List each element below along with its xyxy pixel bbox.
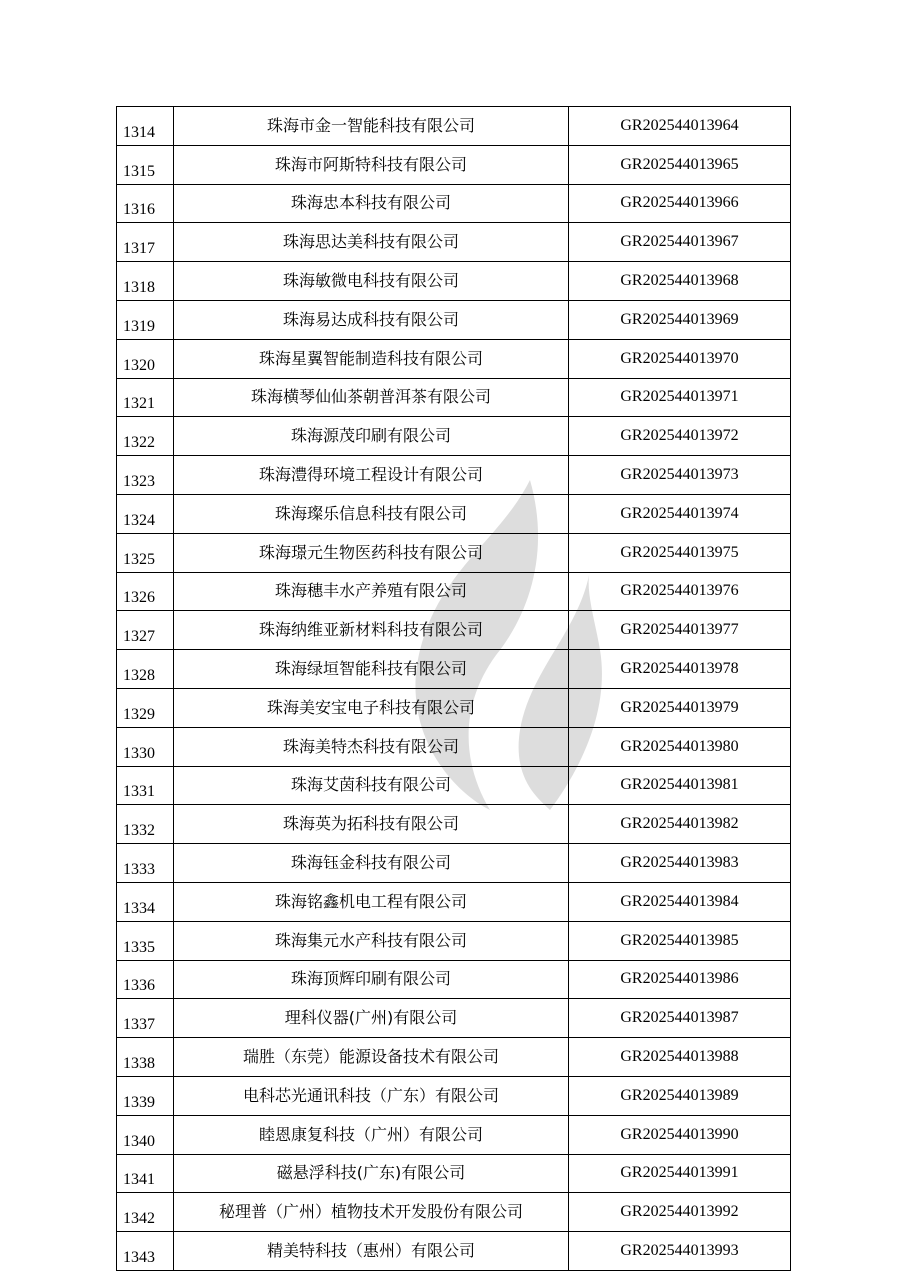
company-name: 秘理普（广州）植物技术开发股份有限公司 bbox=[174, 1193, 569, 1232]
row-number: 1321 bbox=[117, 378, 174, 417]
company-name: 珠海易达成科技有限公司 bbox=[174, 300, 569, 339]
row-number: 1330 bbox=[117, 727, 174, 766]
certificate-number: GR202544013972 bbox=[569, 417, 791, 456]
table-row bbox=[117, 145, 791, 184]
table-row bbox=[117, 1193, 791, 1232]
row-number: 1322 bbox=[117, 417, 174, 456]
company-name: 珠海穗丰水产养殖有限公司 bbox=[174, 572, 569, 611]
table-row bbox=[117, 611, 791, 650]
table-row bbox=[117, 844, 791, 883]
row-number: 1316 bbox=[117, 184, 174, 223]
row-number: 1341 bbox=[117, 1154, 174, 1193]
row-number: 1319 bbox=[117, 300, 174, 339]
table-row bbox=[117, 1076, 791, 1115]
company-name: 理科仪器(广州)有限公司 bbox=[174, 999, 569, 1038]
table-row bbox=[117, 262, 791, 301]
row-number: 1342 bbox=[117, 1193, 174, 1232]
certificate-number: GR202544013984 bbox=[569, 882, 791, 921]
company-name: 瑞胜（东莞）能源设备技术有限公司 bbox=[174, 1038, 569, 1077]
company-name: 精美特科技（惠州）有限公司 bbox=[174, 1232, 569, 1271]
company-name: 珠海市阿斯特科技有限公司 bbox=[174, 145, 569, 184]
row-number: 1318 bbox=[117, 262, 174, 301]
table-row bbox=[117, 223, 791, 262]
certificate-number: GR202544013990 bbox=[569, 1115, 791, 1154]
certificate-number: GR202544013981 bbox=[569, 766, 791, 805]
company-list-body bbox=[117, 107, 791, 1271]
table-row bbox=[117, 882, 791, 921]
row-number: 1315 bbox=[117, 145, 174, 184]
certificate-number: GR202544013985 bbox=[569, 921, 791, 960]
row-number: 1340 bbox=[117, 1115, 174, 1154]
table-row bbox=[117, 533, 791, 572]
table-row bbox=[117, 456, 791, 495]
company-name: 珠海集元水产科技有限公司 bbox=[174, 921, 569, 960]
certificate-number: GR202544013975 bbox=[569, 533, 791, 572]
company-name: 电科芯光通讯科技（广东）有限公司 bbox=[174, 1076, 569, 1115]
company-name: 珠海敏微电科技有限公司 bbox=[174, 262, 569, 301]
certificate-number: GR202544013970 bbox=[569, 339, 791, 378]
certificate-number: GR202544013967 bbox=[569, 223, 791, 262]
row-number: 1332 bbox=[117, 805, 174, 844]
row-number: 1320 bbox=[117, 339, 174, 378]
row-number: 1328 bbox=[117, 650, 174, 689]
table-row bbox=[117, 572, 791, 611]
certificate-number: GR202544013987 bbox=[569, 999, 791, 1038]
certificate-number: GR202544013965 bbox=[569, 145, 791, 184]
company-name: 磁悬浮科技(广东)有限公司 bbox=[174, 1154, 569, 1193]
company-name: 珠海钰金科技有限公司 bbox=[174, 844, 569, 883]
company-name: 珠海璟元生物医药科技有限公司 bbox=[174, 533, 569, 572]
company-name: 珠海绿垣智能科技有限公司 bbox=[174, 650, 569, 689]
row-number: 1339 bbox=[117, 1076, 174, 1115]
certificate-number: GR202544013969 bbox=[569, 300, 791, 339]
table-row bbox=[117, 378, 791, 417]
table-row bbox=[117, 494, 791, 533]
company-name: 珠海横琴仙仙茶朝普洱茶有限公司 bbox=[174, 378, 569, 417]
company-name: 珠海源茂印刷有限公司 bbox=[174, 417, 569, 456]
table-row bbox=[117, 999, 791, 1038]
certificate-number: GR202544013977 bbox=[569, 611, 791, 650]
row-number: 1329 bbox=[117, 688, 174, 727]
company-name: 珠海市金一智能科技有限公司 bbox=[174, 107, 569, 146]
row-number: 1338 bbox=[117, 1038, 174, 1077]
table-row bbox=[117, 1232, 791, 1271]
company-name: 珠海铭鑫机电工程有限公司 bbox=[174, 882, 569, 921]
certificate-number: GR202544013983 bbox=[569, 844, 791, 883]
certificate-number: GR202544013966 bbox=[569, 184, 791, 223]
table-row bbox=[117, 107, 791, 146]
certificate-number: GR202544013974 bbox=[569, 494, 791, 533]
company-name: 珠海思达美科技有限公司 bbox=[174, 223, 569, 262]
row-number: 1337 bbox=[117, 999, 174, 1038]
certificate-number: GR202544013989 bbox=[569, 1076, 791, 1115]
row-number: 1323 bbox=[117, 456, 174, 495]
company-name: 珠海澧得环境工程设计有限公司 bbox=[174, 456, 569, 495]
company-name: 睦恩康复科技（广州）有限公司 bbox=[174, 1115, 569, 1154]
table-row bbox=[117, 960, 791, 999]
row-number: 1333 bbox=[117, 844, 174, 883]
certificate-number: GR202544013976 bbox=[569, 572, 791, 611]
row-number: 1336 bbox=[117, 960, 174, 999]
table-row bbox=[117, 1154, 791, 1193]
company-name: 珠海纳维亚新材料科技有限公司 bbox=[174, 611, 569, 650]
table-row bbox=[117, 727, 791, 766]
certificate-number: GR202544013979 bbox=[569, 688, 791, 727]
company-name: 珠海忠本科技有限公司 bbox=[174, 184, 569, 223]
company-name: 珠海英为拓科技有限公司 bbox=[174, 805, 569, 844]
row-number: 1331 bbox=[117, 766, 174, 805]
table-row bbox=[117, 417, 791, 456]
certificate-number: GR202544013992 bbox=[569, 1193, 791, 1232]
company-name: 珠海星翼智能制造科技有限公司 bbox=[174, 339, 569, 378]
row-number: 1317 bbox=[117, 223, 174, 262]
row-number: 1343 bbox=[117, 1232, 174, 1271]
certificate-number: GR202544013964 bbox=[569, 107, 791, 146]
table-row bbox=[117, 184, 791, 223]
table-row bbox=[117, 300, 791, 339]
row-number: 1334 bbox=[117, 882, 174, 921]
company-name: 珠海璨乐信息科技有限公司 bbox=[174, 494, 569, 533]
certificate-number: GR202544013991 bbox=[569, 1154, 791, 1193]
table-row bbox=[117, 1038, 791, 1077]
row-number: 1335 bbox=[117, 921, 174, 960]
table-row bbox=[117, 339, 791, 378]
row-number: 1314 bbox=[117, 107, 174, 146]
certificate-number: GR202544013973 bbox=[569, 456, 791, 495]
table-row bbox=[117, 921, 791, 960]
row-number: 1324 bbox=[117, 494, 174, 533]
row-number: 1326 bbox=[117, 572, 174, 611]
certificate-number: GR202544013982 bbox=[569, 805, 791, 844]
certificate-number: GR202544013968 bbox=[569, 262, 791, 301]
certificate-number: GR202544013980 bbox=[569, 727, 791, 766]
row-number: 1327 bbox=[117, 611, 174, 650]
certificate-number: GR202544013986 bbox=[569, 960, 791, 999]
company-list-table bbox=[116, 106, 791, 1271]
table-row bbox=[117, 688, 791, 727]
certificate-number: GR202544013978 bbox=[569, 650, 791, 689]
certificate-number: GR202544013988 bbox=[569, 1038, 791, 1077]
table-row bbox=[117, 766, 791, 805]
certificate-number: GR202544013993 bbox=[569, 1232, 791, 1271]
company-name: 珠海美安宝电子科技有限公司 bbox=[174, 688, 569, 727]
table-row bbox=[117, 805, 791, 844]
table-row bbox=[117, 650, 791, 689]
row-number: 1325 bbox=[117, 533, 174, 572]
company-name: 珠海艾茵科技有限公司 bbox=[174, 766, 569, 805]
table-row bbox=[117, 1115, 791, 1154]
company-name: 珠海顶辉印刷有限公司 bbox=[174, 960, 569, 999]
certificate-number: GR202544013971 bbox=[569, 378, 791, 417]
company-name: 珠海美特杰科技有限公司 bbox=[174, 727, 569, 766]
